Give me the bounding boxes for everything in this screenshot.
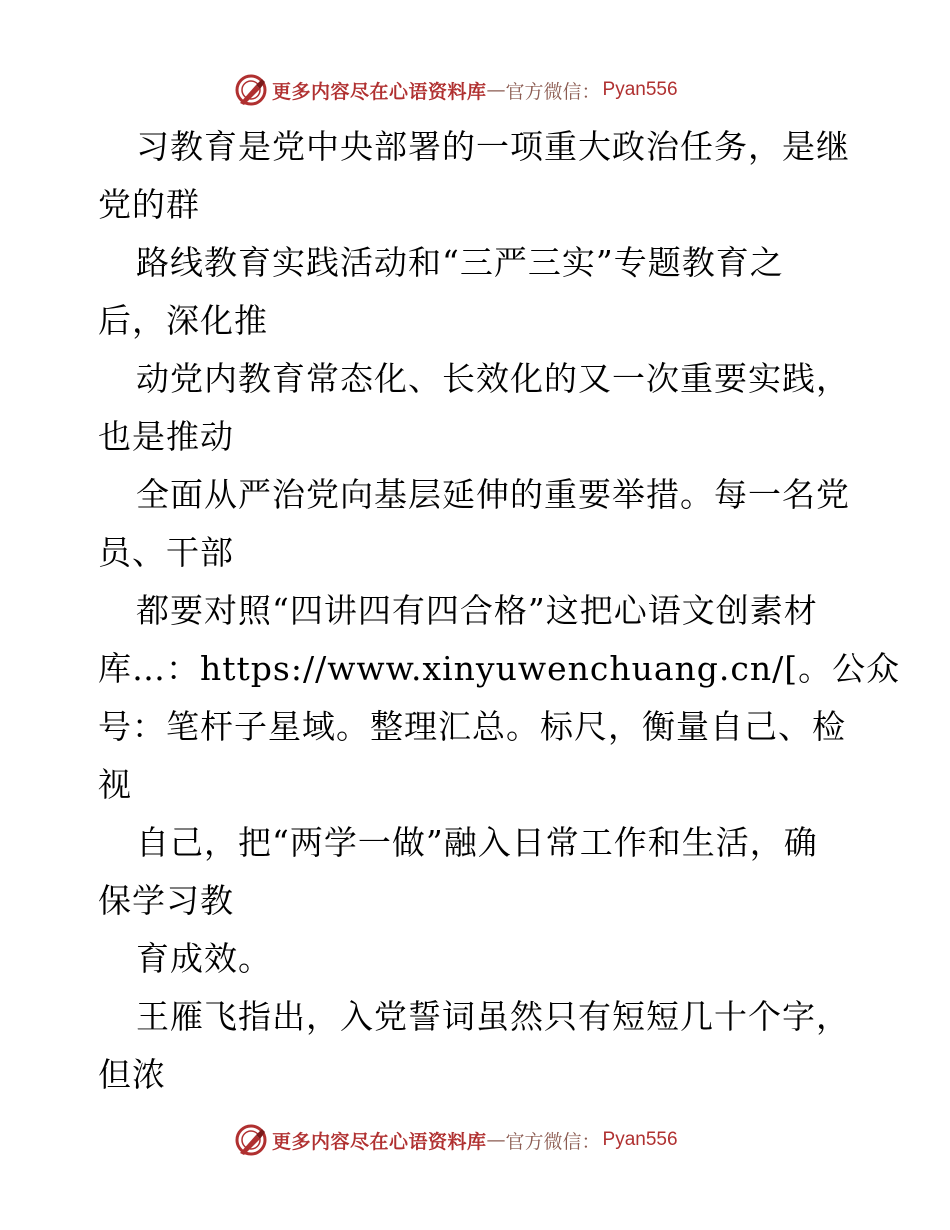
pen-logo-icon [234,73,268,107]
footer-banner [234,1122,678,1158]
text-line: 也是推动 [98,417,234,456]
text-line: 号：笔杆子星域。整理汇总。标尺，衡量自己、检 [98,707,846,746]
text-line: 习教育是党中央部署的一项重大政治任务，是继 [136,127,850,166]
header-banner [234,72,678,108]
banner-text: 更多内容尽在心语资料库 [272,80,487,103]
text-line: 党的群 [98,185,200,224]
banner-wechat-label: 官方微信： [505,1130,601,1153]
banner-dash: — [486,79,506,101]
text-line: 但浓 [98,1055,166,1094]
text-line: 后，深化推 [98,301,268,340]
text-line: 王雁飞指出，入党誓词虽然只有短短几十个字， [136,997,850,1036]
banner-text: 更多内容尽在心语资料库 [272,1130,487,1153]
text-line: 视 [98,765,132,804]
text-line: 路线教育实践活动和“三严三实”专题教育之 [136,243,784,282]
text-line: 保学习教 [98,881,234,920]
text-line: 全面从严治党向基层延伸的重要举措。每一名党 [136,475,850,514]
pen-logo-icon [234,1123,268,1157]
document-body [98,118,901,1104]
text-line: 育成效。 [136,939,272,978]
text-line: 库…：https://www.xinyuwenchuang.cn/[。公众 [98,649,901,688]
banner-dash: — [486,1129,506,1151]
text-line: 都要对照“四讲四有四合格”这把心语文创素材 [136,591,818,630]
banner-wechat-label: 官方微信： [505,80,601,103]
banner-wechat-id: Pyan556 [602,1129,678,1150]
text-line: 自己，把“两学一做”融入日常工作和生活，确 [136,823,818,862]
banner-wechat-id: Pyan556 [602,79,678,100]
text-line: 动党内教育常态化、长效化的又一次重要实践， [136,359,850,398]
text-line: 员、干部 [98,533,234,572]
